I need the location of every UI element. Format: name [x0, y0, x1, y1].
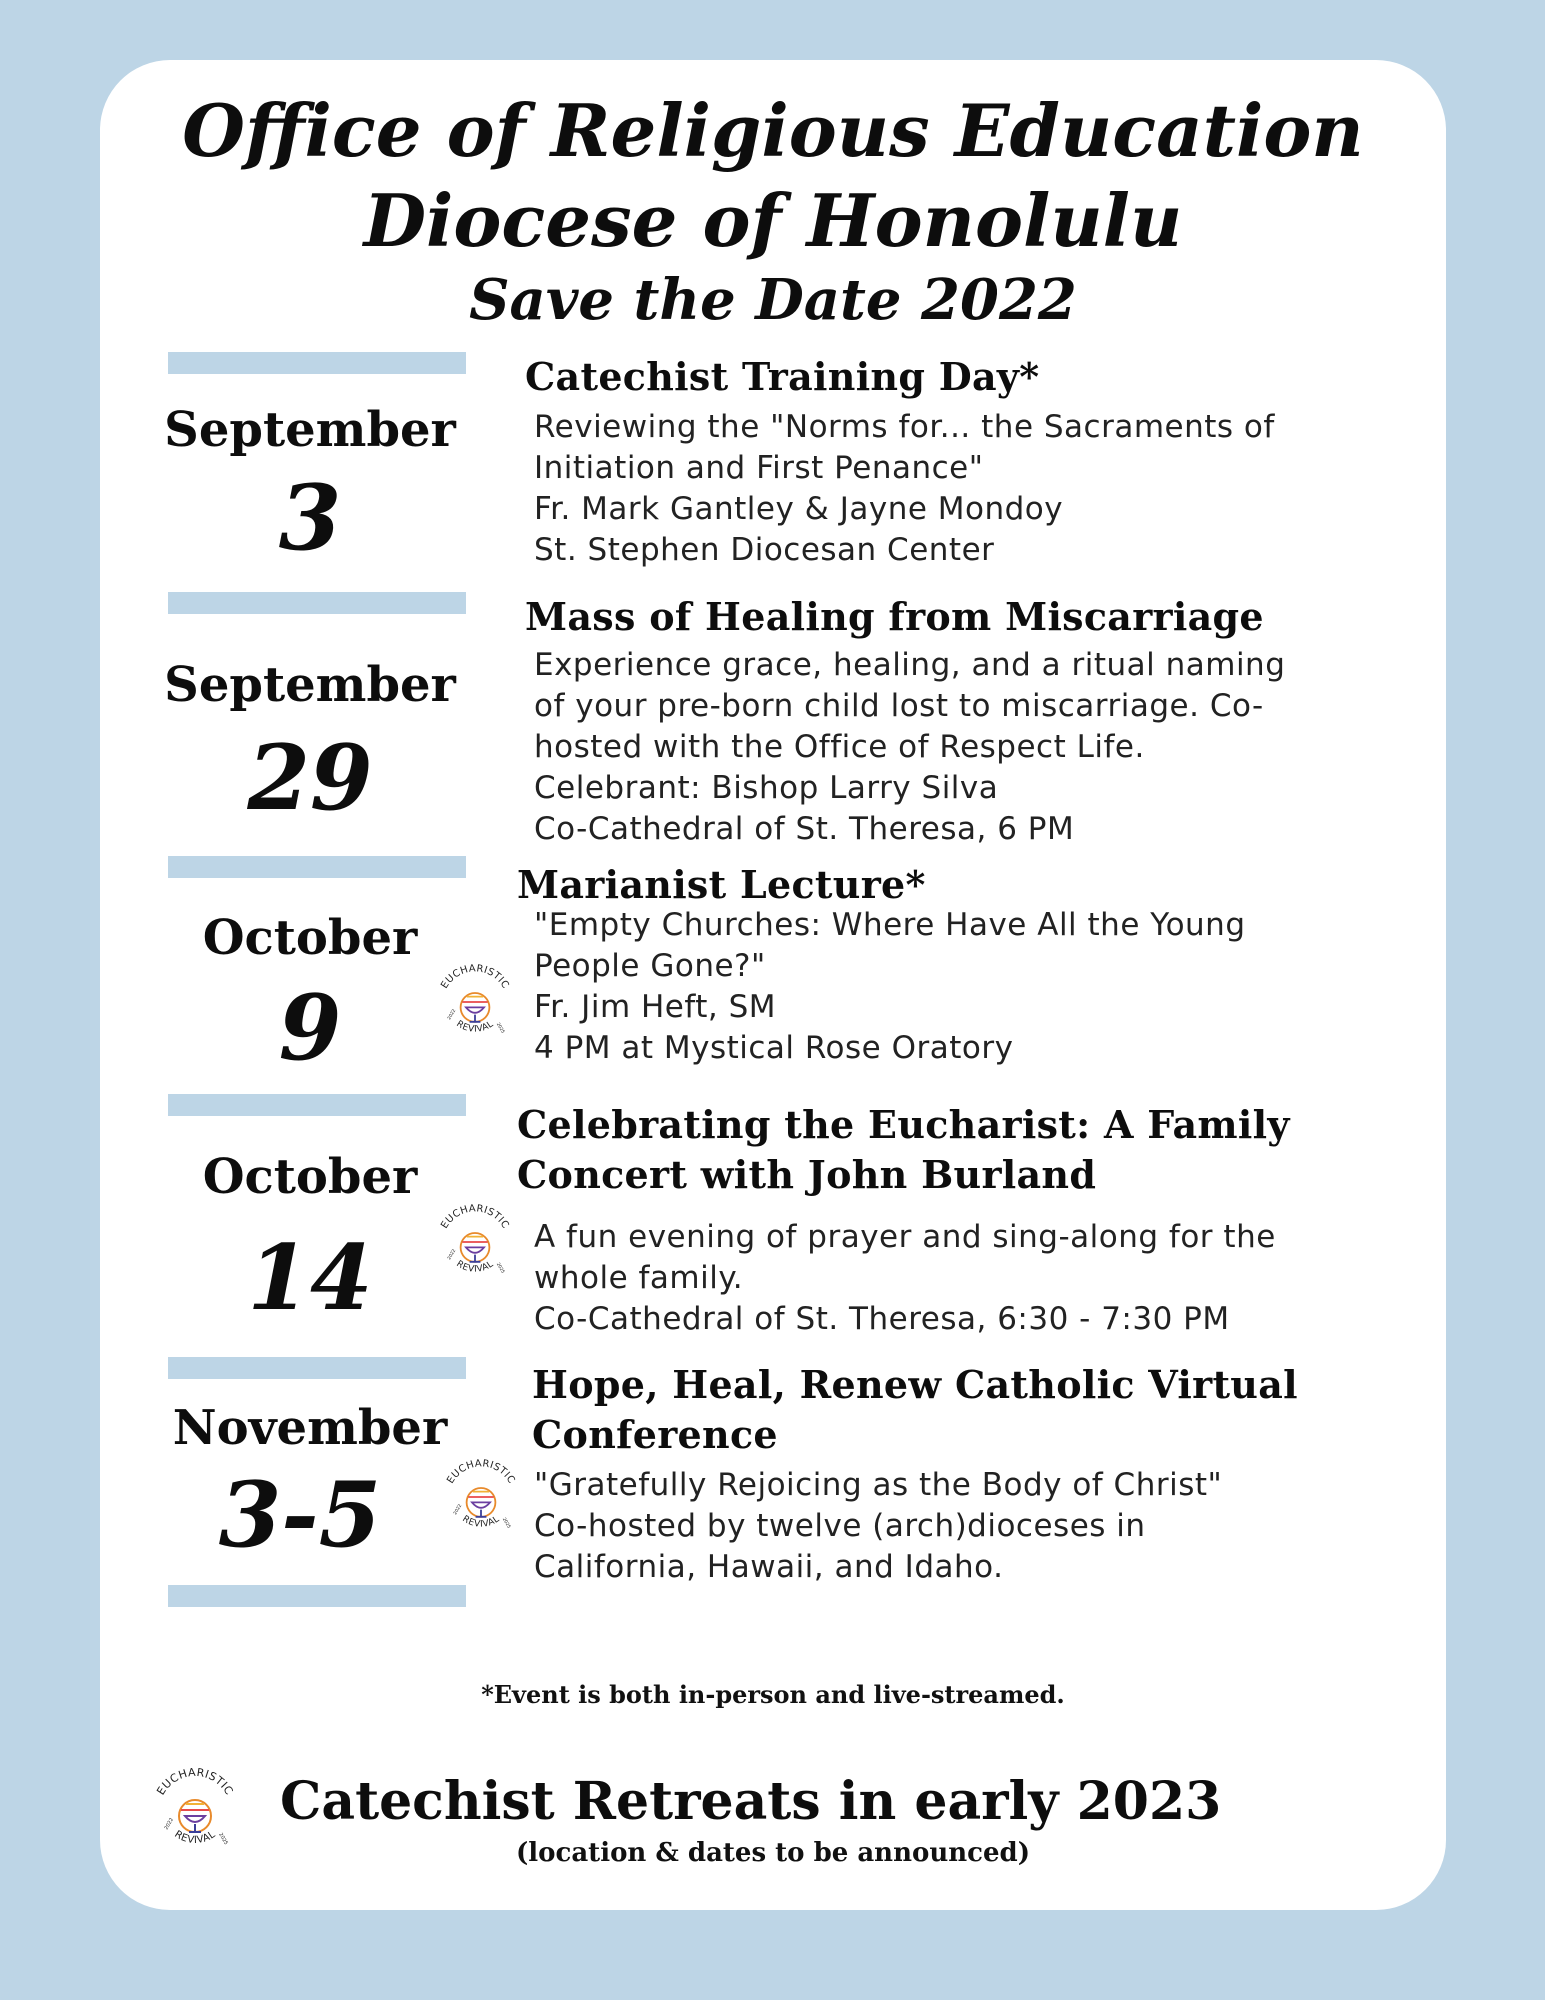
svg-text:EUCHARISTIC — [439, 963, 511, 991]
event-4-details — [534, 1217, 1276, 1340]
divider — [168, 856, 466, 878]
event-4-title-line-2: Concert with John Burland — [517, 1152, 1097, 1197]
event-3-line: Fr. Jim Heft, SM — [534, 989, 777, 1025]
event-4-line: whole family. — [534, 1260, 744, 1296]
event-3-month: October — [202, 910, 418, 966]
logo-text-bottom: REVIVAL — [454, 1259, 496, 1275]
event-5-day: 3-5 — [218, 1462, 382, 1568]
event-1-line: Fr. Mark Gantley & Jayne Mondoy — [534, 491, 1064, 527]
event-4-day: 14 — [247, 1225, 373, 1331]
event-2-line: of your pre-born child lost to miscarriage. Co- — [534, 688, 1264, 724]
event-1-day: 3 — [278, 465, 342, 571]
event-3-line: "Empty Churches: Where Have All the Young — [534, 907, 1246, 943]
event-1-month: September — [164, 402, 456, 458]
divider — [168, 1585, 466, 1607]
logo-year-left: 2022 — [447, 1248, 458, 1261]
event-2-line: Celebrant: Bishop Larry Silva — [534, 770, 999, 806]
subtitle: Save the Date 2022 — [469, 267, 1077, 333]
title-line-2: Diocese of Honolulu — [363, 178, 1183, 263]
event-2-line: hosted with the Office of Respect Life. — [534, 729, 1145, 765]
eucharistic-revival-logo-icon — [436, 1452, 526, 1542]
event-3-line: 4 PM at Mystical Rose Oratory — [534, 1030, 1014, 1066]
event-1-line: Initiation and First Penance" — [534, 450, 984, 486]
event-4-line: Co-Cathedral of St. Theresa, 6:30 - 7:30 PM — [534, 1301, 1230, 1337]
logo-text-bottom: REVIVAL — [460, 1514, 502, 1530]
logo-text-bottom: REVIVAL — [172, 1828, 218, 1847]
logo-year-right: 2025 — [217, 1832, 229, 1847]
retreat-title: Catechist Retreats in early 2023 — [280, 1771, 1222, 1832]
footnote: *Event is both in-person and live-streamed. — [481, 1680, 1065, 1709]
logo-year-right: 2025 — [494, 1262, 505, 1275]
retreat-subtitle: (location & dates to be announced) — [515, 1838, 1030, 1868]
event-5-line: California, Hawaii, and Idaho. — [534, 1549, 1004, 1585]
eucharistic-revival-logo-icon — [430, 957, 520, 1047]
event-2-details — [534, 645, 1285, 850]
event-3-details — [534, 905, 1246, 1069]
event-4-title-line-1: Celebrating the Eucharist: A Family — [517, 1102, 1290, 1147]
logo-year-right: 2025 — [500, 1517, 511, 1530]
logo-text-top: EUCHARISTIC — [439, 1203, 511, 1231]
logo-year-right: 2025 — [494, 1022, 505, 1035]
event-4-month: October — [202, 1149, 418, 1205]
event-1-line: St. Stephen Diocesan Center — [534, 532, 995, 568]
event-4-line: A fun evening of prayer and sing-along for the — [534, 1219, 1276, 1255]
event-3-line: People Gone?" — [534, 948, 766, 984]
event-2-line: Co-Cathedral of St. Theresa, 6 PM — [534, 811, 1075, 847]
event-1-line: Reviewing the "Norms for... the Sacraments of — [534, 409, 1275, 445]
event-2-title: Mass of Healing from Miscarriage — [525, 594, 1264, 639]
logo-text-top: EUCHARISTIC — [445, 1458, 517, 1486]
event-5-line: Co-hosted by twelve (arch)dioceses in — [534, 1508, 1146, 1544]
event-5-details — [534, 1465, 1222, 1588]
svg-text:EUCHARISTIC — [445, 1458, 517, 1486]
event-1-title: Catechist Training Day* — [525, 354, 1040, 399]
svg-text:EUCHARISTIC — [154, 1766, 236, 1798]
event-1-details — [534, 407, 1275, 571]
event-3-title: Marianist Lecture* — [517, 862, 926, 907]
logo-year-left: 2022 — [453, 1503, 464, 1516]
flyer-card — [100, 60, 1446, 1910]
title-line-1: Office of Religious Education — [182, 88, 1364, 173]
logo-year-left: 2022 — [163, 1816, 176, 1831]
event-5-month: November — [172, 1400, 448, 1456]
event-5-line: "Gratefully Rejoicing as the Body of Christ" — [534, 1467, 1223, 1503]
event-2-day: 29 — [247, 725, 373, 831]
event-3-day: 9 — [278, 975, 342, 1081]
eucharistic-revival-logo-icon — [430, 1197, 520, 1287]
divider — [168, 352, 466, 374]
logo-text-bottom: REVIVAL — [454, 1019, 496, 1035]
divider — [168, 592, 466, 614]
event-2-line: Experience grace, healing, and a ritual naming — [534, 647, 1286, 683]
divider — [168, 1357, 466, 1379]
logo-text-top: EUCHARISTIC — [154, 1765, 236, 1798]
event-2-month: September — [164, 657, 456, 713]
logo-text-top: EUCHARISTIC — [439, 963, 511, 991]
event-5-title-line-2: Conference — [532, 1412, 778, 1457]
divider — [168, 1094, 466, 1116]
logo-year-left: 2022 — [447, 1008, 458, 1021]
svg-text:EUCHARISTIC — [439, 1203, 511, 1231]
event-5-title-line-1: Hope, Heal, Renew Catholic Virtual — [532, 1362, 1298, 1407]
